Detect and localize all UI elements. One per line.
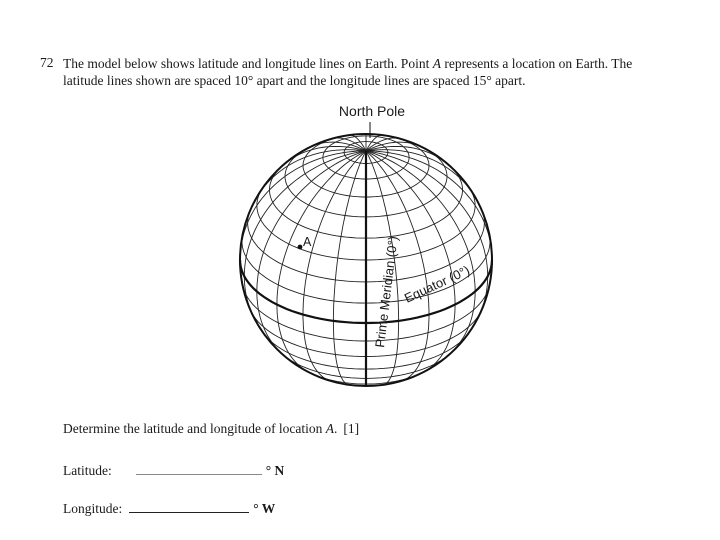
prime-meridian-label: Prime Meridian (0°) — [372, 235, 401, 349]
question-point-reference: A — [432, 56, 441, 71]
question-text-part-2: represents a location on Earth. The — [440, 56, 633, 71]
instruction-period: . — [334, 421, 338, 436]
point-a-marker — [298, 245, 303, 250]
latitude-answer-blank[interactable] — [136, 462, 262, 475]
instruction — [63, 421, 359, 437]
globe-svg — [226, 98, 516, 398]
equator-label: Equator (0°) — [401, 262, 472, 306]
instruction-text: Determine the latitude and longitude of location — [63, 421, 326, 436]
longitude-answer-row — [63, 500, 275, 517]
instruction-point: A — [325, 421, 335, 436]
latitude-answer-row — [63, 462, 284, 479]
globe-diagram — [226, 98, 516, 398]
question-number: 72 — [40, 55, 54, 70]
question-text-part-1: The model below shows latitude and longitude lines on Earth. Point — [63, 56, 433, 71]
north-pole-label: North Pole — [338, 103, 406, 119]
credit-value: [1] — [343, 421, 360, 436]
longitude-answer-blank[interactable] — [129, 500, 249, 513]
point-a-label: A — [303, 235, 312, 249]
latitude-unit: ° N — [265, 463, 285, 478]
latitude-label: Latitude: — [63, 463, 112, 478]
longitude-unit: ° W — [253, 501, 276, 516]
question-text-line-2: latitude lines shown are spaced 10° apart and the longitude lines are spaced 15° apart. — [63, 73, 526, 88]
longitude-label: Longitude: — [63, 501, 123, 516]
question-text — [63, 55, 703, 89]
